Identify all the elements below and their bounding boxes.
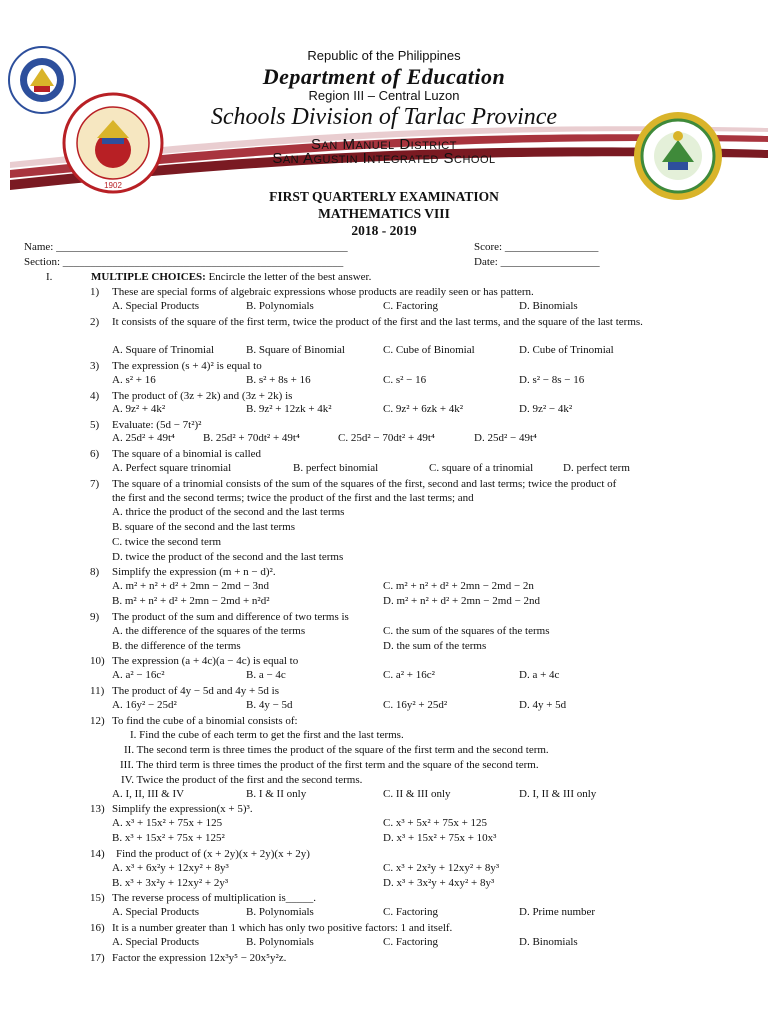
question-text: The product of the sum and difference of two terms is	[112, 611, 349, 623]
option-b[interactable]: B. perfect binomial	[293, 462, 379, 474]
option-b[interactable]: B. x³ + 3x²y + 12xy² + 2y³	[112, 877, 229, 889]
option-c[interactable]: C. Factoring	[383, 906, 438, 918]
question-number: 15)	[90, 892, 105, 904]
option-c[interactable]: C. square of a trinomial	[429, 462, 534, 474]
option-c[interactable]: C. II & III only	[383, 788, 451, 800]
option-b[interactable]: B. x³ + 15x² + 75x + 125²	[112, 832, 225, 844]
option-b[interactable]: B. m² + n² + d² + 2mn − 2md + n²d²	[112, 595, 270, 607]
option-c[interactable]: C. s² − 16	[383, 374, 427, 386]
option-a[interactable]: A. Special Products	[112, 936, 200, 948]
option-b[interactable]: B. I & II only	[246, 788, 307, 800]
exam-subject: MATHEMATICS VIII	[318, 206, 450, 221]
option-a[interactable]: A. the difference of the squares of the terms	[112, 625, 306, 637]
question-number: 3)	[90, 360, 100, 372]
question-text: Find the product of (x + 2y)(x + 2y)(x + 2y)	[116, 848, 310, 860]
option-b[interactable]: B. 25d² + 70dt² + 49t⁴	[203, 432, 300, 444]
option-d[interactable]: D. a + 4c	[519, 669, 560, 681]
option-b[interactable]: B. square of the second and the last terms	[112, 521, 295, 533]
question-number: 14)	[90, 848, 105, 860]
option-d[interactable]: D. s² − 8s − 16	[519, 374, 585, 386]
option-c[interactable]: C. x³ + 2x²y + 12xy² + 8y³	[383, 862, 500, 874]
option-a[interactable]: A. x³ + 6x²y + 12xy² + 8y³	[112, 862, 229, 874]
step-item: I. Find the cube of each term to get the first and the last terms.	[130, 729, 404, 741]
option-c[interactable]: C. 9z² + 6zk + 4k²	[383, 403, 464, 415]
question-number: 1)	[90, 286, 100, 298]
district-line: San Manuel District	[311, 136, 457, 153]
question-number: 5)	[90, 419, 100, 431]
part-numeral: I.	[46, 271, 53, 283]
question-text: The square of a binomial is called	[112, 448, 262, 460]
option-d[interactable]: D. perfect term	[563, 462, 630, 474]
department-line: Department of Education	[262, 64, 506, 89]
option-d[interactable]: D. Binomials	[519, 300, 578, 312]
option-a[interactable]: A. Special Products	[112, 906, 200, 918]
question-text: The square of a trinomial consists of the sum of the squares of the first, second and last terms; twice the product of	[112, 478, 617, 490]
question-text: The expression (a + 4c)(a − 4c) is equal to	[112, 655, 299, 667]
option-b[interactable]: B. 4y − 5d	[246, 699, 293, 711]
option-c[interactable]: C. the sum of the squares of the terms	[383, 625, 550, 637]
option-d[interactable]: D. Prime number	[519, 906, 596, 918]
option-c[interactable]: C. 25d² − 70dt² + 49t⁴	[338, 432, 435, 444]
option-c[interactable]: C. Cube of Binomial	[383, 344, 475, 356]
option-c[interactable]: C. twice the second term	[112, 536, 222, 548]
question-text: The product of (3z + 2k) and (3z + 2k) is	[112, 390, 293, 402]
option-b[interactable]: B. Square of Binomial	[246, 344, 345, 356]
option-d[interactable]: D. 25d² − 49t⁴	[474, 432, 537, 444]
part-heading-bold: MULTIPLE CHOICES:	[91, 271, 206, 283]
option-a[interactable]: A. Square of Trinomial	[112, 344, 215, 356]
question-number: 17)	[90, 952, 105, 964]
letterhead	[0, 0, 768, 190]
question-text: The reverse process of multiplication is_____.	[112, 892, 317, 904]
option-a[interactable]: A. I, II, III & IV	[112, 788, 185, 800]
option-d[interactable]: D. I, II & III only	[519, 788, 597, 800]
option-b[interactable]: B. Polynomials	[246, 936, 314, 948]
option-c[interactable]: C. x³ + 5x² + 75x + 125	[383, 817, 488, 829]
step-item: III. The third term is three times the product of the first term and the square of the second term.	[120, 759, 539, 771]
step-item: II. The second term is three times the product of the square of the first term and the second term.	[124, 744, 549, 756]
option-a[interactable]: A. m² + n² + d² + 2mn − 2md − 3nd	[112, 580, 270, 592]
section-field[interactable]: Section: ___________________________________________________	[24, 256, 344, 268]
mid-seal-year: 1902	[104, 181, 122, 190]
option-d[interactable]: D. the sum of the terms	[383, 640, 487, 652]
score-field[interactable]: Score: _________________	[474, 241, 599, 253]
option-a[interactable]: A. 9z² + 4k²	[112, 403, 166, 415]
option-b[interactable]: B. Polynomials	[246, 300, 314, 312]
question-number: 10)	[90, 655, 105, 667]
option-b[interactable]: B. s² + 8s + 16	[246, 374, 311, 386]
option-c[interactable]: C. a² + 16c²	[383, 669, 435, 681]
question-text: These are special forms of algebraic expressions whose products are readily seen or has pattern.	[112, 286, 534, 298]
question-number: 8)	[90, 566, 100, 578]
option-c[interactable]: C. 16y² + 25d²	[383, 699, 448, 711]
division-line: Schools Division of Tarlac Province	[210, 104, 558, 130]
exam-year: 2018 - 2019	[351, 223, 417, 238]
exam-title: FIRST QUARTERLY EXAMINATION	[269, 189, 499, 204]
question-number: 12)	[90, 715, 105, 727]
option-b[interactable]: B. a − 4c	[246, 669, 286, 681]
option-c[interactable]: C. Factoring	[383, 936, 438, 948]
question-text: To find the cube of a binomial consists of:	[112, 715, 298, 727]
republic-line: Republic of the Philippines	[307, 48, 461, 63]
question-text: Simplify the expression(x + 5)³.	[112, 803, 253, 815]
region-line: Region III – Central Luzon	[308, 88, 460, 103]
option-d[interactable]: D. m² + n² + d² + 2mn − 2md − 2nd	[383, 595, 541, 607]
part-instruction: Encircle the letter of the best answer.	[205, 271, 372, 283]
option-a[interactable]: A. x³ + 15x² + 75x + 125	[112, 817, 223, 829]
option-a[interactable]: A. Perfect square trinomial	[112, 462, 232, 474]
question-number: 16)	[90, 922, 105, 934]
question-number: 13)	[90, 803, 105, 815]
option-d[interactable]: D. Cube of Trinomial	[519, 344, 614, 356]
option-a[interactable]: A. Special Products	[112, 300, 200, 312]
option-a[interactable]: A. 25d² + 49t⁴	[112, 432, 175, 444]
question-number: 7)	[90, 478, 100, 490]
option-b[interactable]: B. the difference of the terms	[112, 640, 241, 652]
option-d[interactable]: D. 4y + 5d	[519, 699, 567, 711]
question-text: Simplify the expression (m + n − d)².	[112, 566, 276, 578]
question-text: It consists of the square of the first term, twice the product of the first and the last terms, and the square of the last terms.	[112, 316, 643, 328]
question-number: 2)	[90, 316, 100, 328]
option-c[interactable]: C. Factoring	[383, 300, 438, 312]
option-a[interactable]: A. thrice the product of the second and the last terms	[112, 506, 345, 518]
question-text: Evaluate: (5d − 7t²)²	[112, 419, 202, 431]
date-field[interactable]: Date: __________________	[474, 256, 600, 268]
question-text: It is a number greater than 1 which has only two positive factors: 1 and itself.	[112, 922, 453, 934]
option-d[interactable]: D. twice the product of the second and the last terms	[112, 551, 344, 563]
question-number: 11)	[90, 685, 105, 697]
option-c[interactable]: C. m² + n² + d² + 2mn − 2md − 2n	[383, 580, 534, 592]
option-a[interactable]: A. a² − 16c²	[112, 669, 165, 681]
question-text-continued: the first and the second terms; twice the product of the first and the last terms; and	[112, 492, 474, 504]
step-item: IV. Twice the product of the first and the second terms.	[121, 774, 363, 786]
option-b[interactable]: B. 9z² + 12zk + 4k²	[246, 403, 332, 415]
option-a[interactable]: A. s² + 16	[112, 374, 156, 386]
question-number: 9)	[90, 611, 100, 623]
option-d[interactable]: D. 9z² − 4k²	[519, 403, 573, 415]
option-b[interactable]: B. Polynomials	[246, 906, 314, 918]
option-d[interactable]: D. Binomials	[519, 936, 578, 948]
question-text: Factor the expression 12x³y⁵ − 20x⁵y²z.	[112, 952, 287, 964]
question-number: 4)	[90, 390, 100, 402]
question-number: 6)	[90, 448, 100, 460]
option-d[interactable]: D. x³ + 3x²y + 4xy² + 8y³	[383, 877, 495, 889]
option-a[interactable]: A. 16y² − 25d²	[112, 699, 177, 711]
part-heading	[91, 270, 371, 284]
question-text: The expression (s + 4)² is equal to	[112, 360, 262, 372]
question-text: The product of 4y − 5d and 4y + 5d is	[112, 685, 279, 697]
option-d[interactable]: D. x³ + 15x² + 75x + 10x³	[383, 832, 497, 844]
name-field[interactable]: Name: _____________________________________________________	[24, 241, 348, 253]
school-line: San Agustin Integrated School	[272, 150, 496, 167]
